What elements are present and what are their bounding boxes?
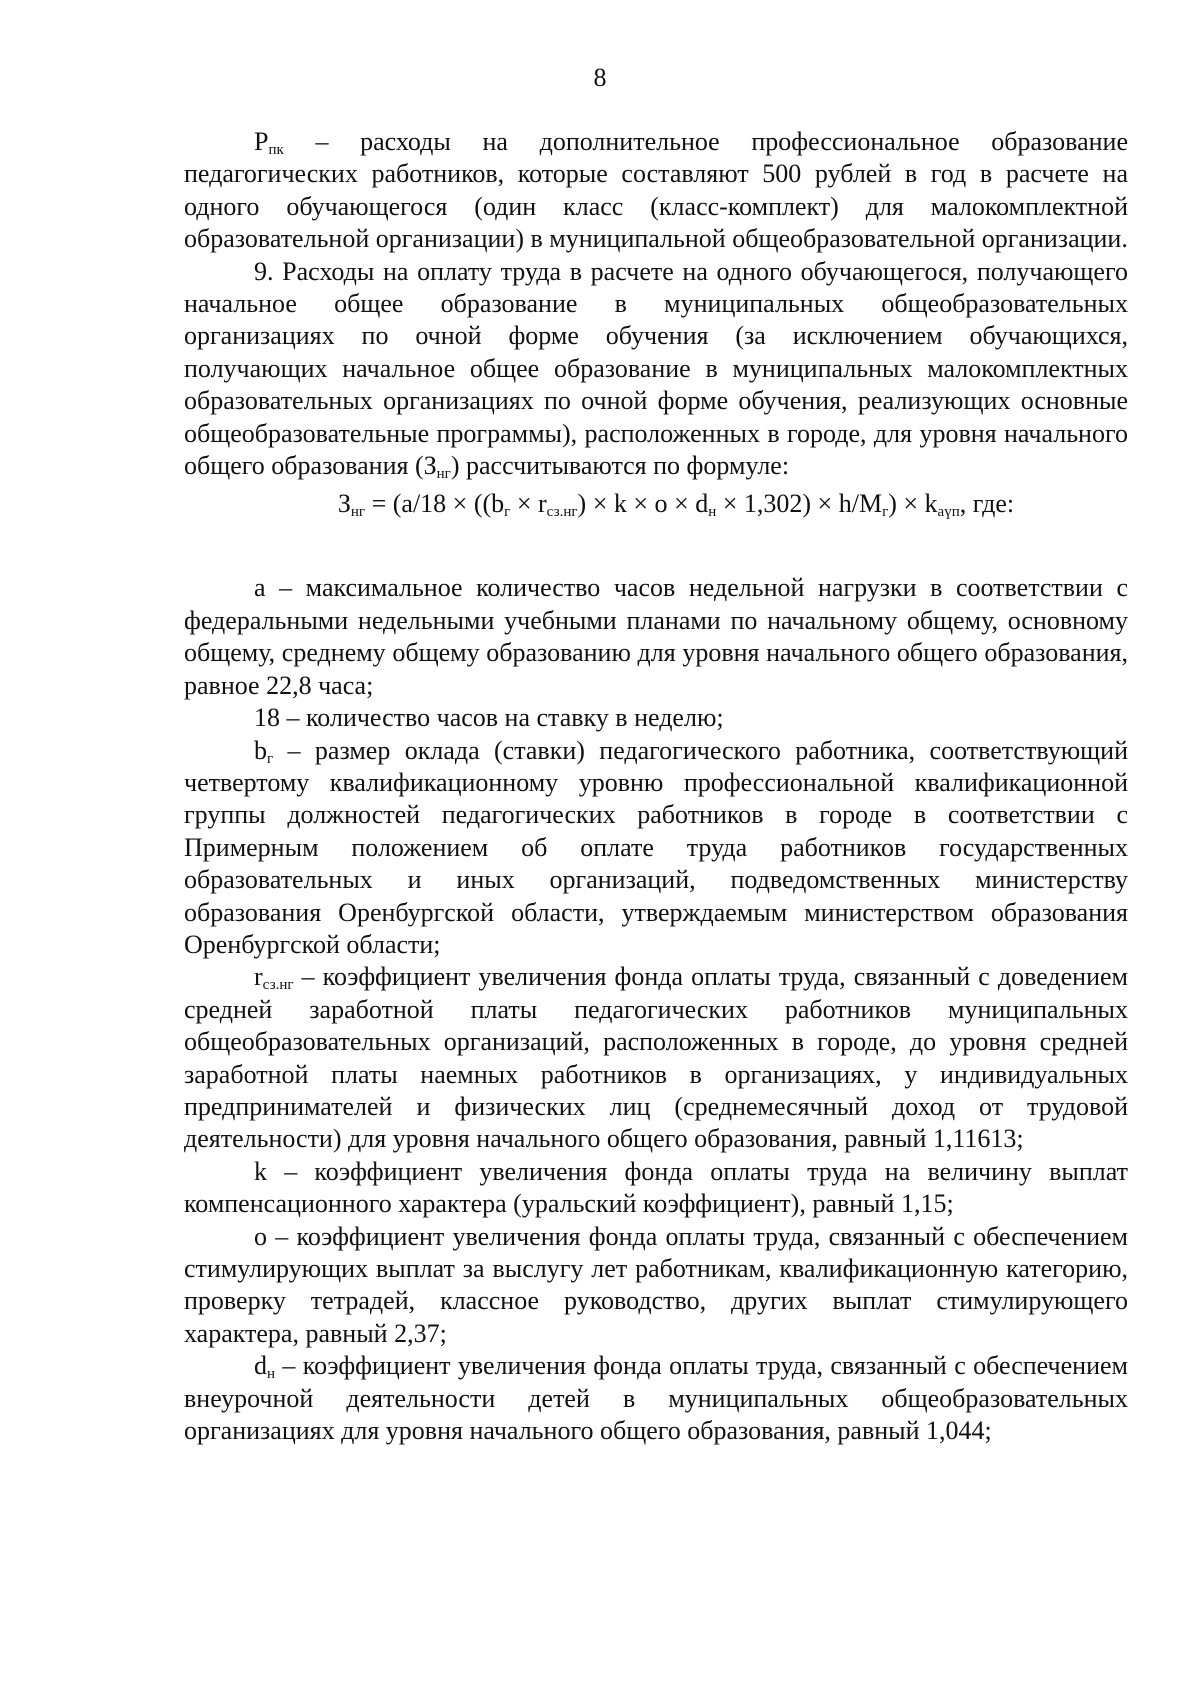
paragraph-text: – коэффициент увеличения фонда оплаты труда, связанный с обеспечением внеурочной деятельности детей в муниципальных общеобразовательных организациях для уровня начального общего образования, равный 1,044;: [184, 1351, 1128, 1446]
paragraph-text: – коэффициент увеличения фонда оплаты труда, связанный с доведением средней заработной платы педагогических работников муниципальных общеобразовательных организаций, расположенных в городе, до уровня средней заработной платы наемных работников в организациях, у индивидуальных предпринимателей и физических лиц (среднемесячный доход от трудовой деятельности) для уровня начального общего образования, равный 1,11613;: [184, 962, 1128, 1154]
paragraph-text: – расходы на дополнительное профессиональное образование педагогических работников, которые составляют 500 рублей в год в расчете на одного обучающегося (один класс (класс-комплект) для малокомплектной образовательной организации) в муниципальной общеобразовательной организации.: [184, 127, 1128, 254]
paragraph-k-definition: k – коэффициент увеличения фонда оплаты труда на величину выплат компенсационного характера (уральский коэффициент), равный 1,15;: [184, 1156, 1128, 1219]
formula-subscript: нг: [350, 504, 366, 521]
symbol-subscript: нг: [436, 466, 451, 483]
formula-part: × 1,302) × h/M: [716, 489, 883, 519]
symbol-subscript: г: [267, 750, 274, 767]
paragraph-section-9: [184, 256, 1128, 483]
formula-subscript: сз.нг: [546, 504, 578, 521]
formula-subscript: г: [504, 504, 511, 521]
symbol-subscript: н: [267, 1366, 276, 1383]
formula-part: × r: [510, 489, 547, 519]
paragraph-r-definition: [184, 961, 1128, 1155]
formula-part: = (a/18 × ((b: [365, 489, 505, 519]
symbol-subscript: сз.нг: [262, 977, 294, 994]
symbol-d: d: [254, 1351, 267, 1381]
formula-part: ) × k × o × d: [577, 489, 709, 519]
paragraph-b-definition: [184, 735, 1128, 962]
page-number: 8: [593, 63, 607, 92]
paragraph-rpk-definition: [184, 126, 1128, 256]
symbol-r: Р: [254, 127, 269, 156]
formula-lhs: З: [337, 489, 351, 519]
symbol-r: r: [254, 962, 263, 992]
formula-part: , где:: [959, 489, 1015, 519]
paragraph-o-definition: o – коэффициент увеличения фонда оплаты труда, связанный с обеспечением стимулирующих выплат за выслугу лет работникам, квалификационную категорию, проверку тетрадей, классное руководство, других выплат стимулирующего характера, равный 2,37;: [184, 1221, 1128, 1348]
formula-subscript: аүп: [937, 504, 960, 521]
paragraph-text: 9. Расходы на оплату труда в расчете на одного обучающегося, получающего начальное общее образование в муниципальных общеобразовательных организациях по очной форме обучения (за исключением обучающихся, получающих начальное общее образование в муниципальных малокомплектных образовательных организациях по очной форме обучения, реализующих основные общеобразовательные программы), расположенных в городе, для уровня начального общего образования (З: [184, 256, 1128, 481]
formula: [184, 488, 1128, 572]
formula-subscript: г: [882, 504, 889, 521]
document-body: [184, 126, 1128, 1447]
formula-subscript: н: [708, 504, 717, 521]
paragraph-a-definition: a – максимальное количество часов недельной нагрузки в соответствии с федеральными недельными учебными планами по начальному общему, основному общему, среднему общему образованию для уровня начального общего образования, равное 22,8 часа;: [184, 573, 1128, 700]
paragraph-d-definition: [184, 1350, 1128, 1447]
paragraph-18-definition: 18 – количество часов на ставку в неделю;: [254, 703, 724, 733]
symbol-b: b: [254, 735, 267, 765]
formula-part: ) × k: [888, 489, 938, 519]
symbol-subscript: пк: [268, 142, 284, 158]
paragraph-text-end: ) рассчитываются по формуле:: [450, 451, 790, 481]
paragraph-text: – размер оклада (ставки) педагогического работника, соответствующий четвертому квалификационному уровню профессиональной квалификационной группы должностей педагогических работников в городе в соответствии с Примерным положением об оплате труда работников государственных образовательных и иных организаций, подведомственных министерству образования Оренбургской области, утверждаемым министерством образования Оренбургской области;: [184, 735, 1128, 959]
